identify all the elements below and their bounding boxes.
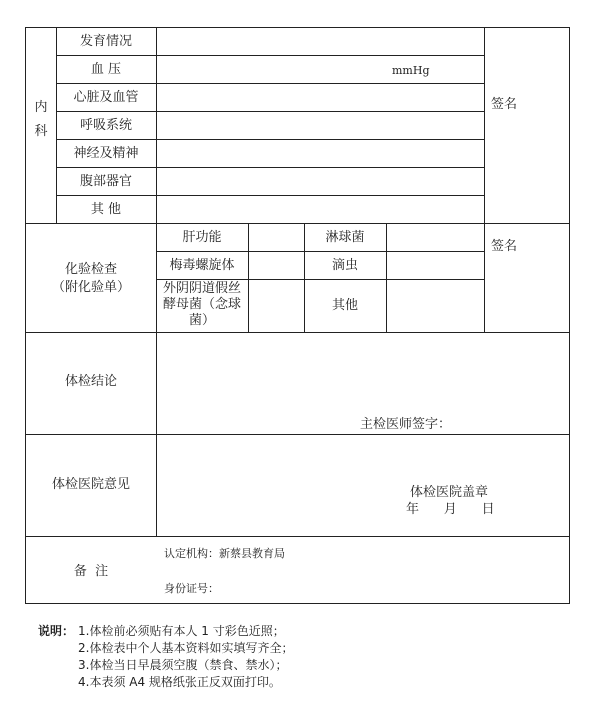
column-line	[484, 28, 485, 332]
lab-item-trichomonas: 滴虫	[331, 258, 358, 273]
note-item: 4.本表须 A4 规格纸张正反双面打印。	[78, 675, 281, 689]
internal-medicine-label: 内 科	[34, 100, 48, 139]
note-item: 3.体检当日早晨须空腹（禁食、禁水）；	[78, 658, 288, 672]
lab-label-sub: （附化验单）	[51, 280, 130, 295]
column-line	[386, 223, 387, 332]
row-label-development: 发育情况	[79, 34, 132, 49]
doctor-signature-label: 主检医师签字：	[360, 417, 452, 432]
lab-item-liver: 肝功能	[182, 230, 222, 245]
date-line: 年 月 日	[406, 502, 495, 517]
row-line	[156, 251, 484, 252]
row-label-heart: 心脏及血管	[73, 90, 139, 105]
lab-item-candida: 外阴阴道假丝酵母菌（念球菌）	[162, 281, 241, 328]
conclusion-label: 体检结论	[64, 374, 117, 389]
row-label-other: 其 他	[90, 202, 122, 217]
remarks-label: 备 注	[73, 564, 109, 579]
agency-text: 认定机构：新蔡县教育局	[164, 547, 285, 560]
hospital-stamp-label: 体检医院盖章	[410, 485, 489, 500]
health-check-form	[25, 27, 570, 604]
lab-item-syphilis: 梅毒螺旋体	[169, 258, 235, 273]
section-divider	[26, 223, 569, 224]
internal-signature-label: 签名	[491, 97, 518, 112]
row-line	[56, 167, 484, 168]
note-item: 1.体检前必须贴有本人 1 寸彩色近照；	[78, 624, 285, 638]
bp-unit: mmHg	[392, 64, 430, 77]
row-line	[56, 195, 484, 196]
row-label-respiratory: 呼吸系统	[79, 118, 132, 133]
row-line	[56, 139, 484, 140]
lab-item-gonococcus: 淋球菌	[325, 230, 365, 245]
lab-item-other: 其他	[331, 298, 358, 313]
lab-label: 化验检查	[64, 262, 117, 277]
section-divider	[26, 536, 569, 537]
note-item: 2.体检表中个人基本资料如实填写齐全；	[78, 641, 294, 655]
section-divider	[26, 332, 569, 333]
row-label-abdomen: 腹部器官	[79, 174, 132, 189]
lab-signature-label: 签名	[491, 239, 518, 254]
row-line	[56, 55, 484, 56]
row-label-blood-pressure: 血 压	[90, 62, 122, 77]
id-number-label: 身份证号：	[164, 582, 219, 595]
row-line	[156, 279, 484, 280]
column-line	[156, 28, 157, 536]
hospital-opinion-label: 体检医院意见	[51, 477, 130, 492]
column-line	[248, 223, 249, 332]
row-line	[56, 111, 484, 112]
section-divider	[26, 434, 569, 435]
notes-title: 说明：	[38, 624, 75, 638]
row-line	[56, 83, 484, 84]
row-label-nervous: 神经及精神	[73, 146, 139, 161]
